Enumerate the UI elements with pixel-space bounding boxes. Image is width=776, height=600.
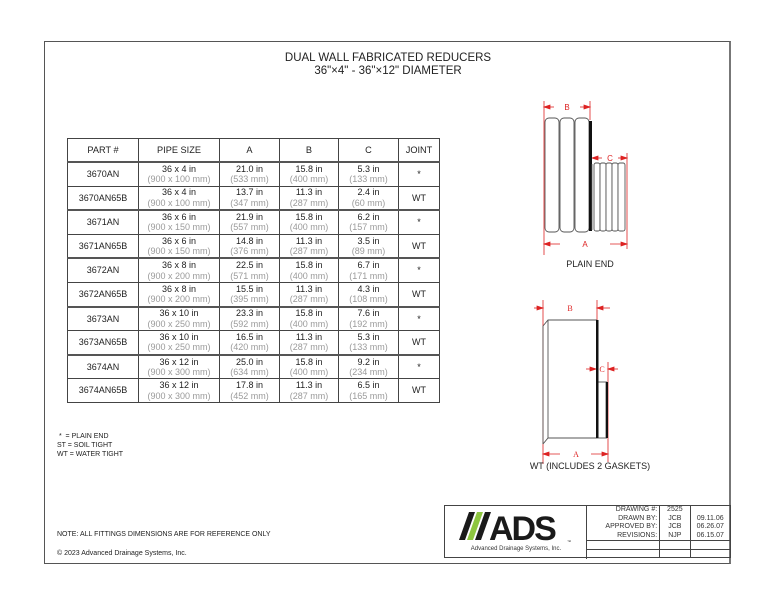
header-joint: JOINT bbox=[399, 139, 440, 163]
cell-c: 6.2 in (157 mm) bbox=[339, 210, 399, 234]
cell-c: 6.7 in (171 mm) bbox=[339, 258, 399, 282]
cell-joint: * bbox=[399, 210, 440, 234]
cell-part: 3674AN bbox=[68, 355, 139, 379]
cell-a: 21.9 in (557 mm) bbox=[220, 210, 280, 234]
legend-plain-end: * = PLAIN END bbox=[57, 433, 109, 440]
cell-pipe-size: 36 x 8 in (900 x 200 mm) bbox=[139, 258, 220, 282]
table-row bbox=[68, 210, 440, 234]
cell-a: 15.5 in (395 mm) bbox=[220, 282, 280, 306]
table-row bbox=[68, 234, 440, 258]
table-row bbox=[68, 162, 440, 186]
logo-company-name: Advanced Drainage Systems, Inc. bbox=[470, 546, 562, 552]
cell-b: 11.3 in (287 mm) bbox=[280, 234, 339, 258]
table-row bbox=[68, 307, 440, 331]
wt-dim-b: B bbox=[567, 304, 573, 313]
info-row-revisions: REVISIONS: NJP 06.15.07 bbox=[587, 532, 731, 541]
table-row bbox=[68, 379, 440, 403]
cell-pipe-size: 36 x 6 in (900 x 150 mm) bbox=[139, 234, 220, 258]
cell-c: 9.2 in (234 mm) bbox=[339, 355, 399, 379]
cell-a: 16.5 in (420 mm) bbox=[220, 331, 280, 355]
legend-soil-tight: ST = SOIL TIGHT bbox=[57, 442, 113, 449]
cell-part: 3672AN65B bbox=[68, 282, 139, 306]
cell-joint: * bbox=[399, 307, 440, 331]
cell-pipe-size: 36 x 12 in (900 x 300 mm) bbox=[139, 355, 220, 379]
info-row-blank bbox=[587, 541, 731, 550]
plain-end-dim-a: A bbox=[582, 240, 588, 249]
plain-end-diagram bbox=[530, 95, 640, 255]
cell-a: 22.5 in (571 mm) bbox=[220, 258, 280, 282]
table-row bbox=[68, 282, 440, 306]
wt-label: WT (INCLUDES 2 GASKETS) bbox=[529, 461, 651, 471]
cell-joint: WT bbox=[399, 331, 440, 355]
cell-pipe-size: 36 x 12 in (900 x 300 mm) bbox=[139, 379, 220, 403]
cell-b: 15.8 in (400 mm) bbox=[280, 210, 339, 234]
cell-pipe-size: 36 x 4 in (900 x 100 mm) bbox=[139, 162, 220, 186]
cell-a: 25.0 in (634 mm) bbox=[220, 355, 280, 379]
ads-logo-mark bbox=[445, 506, 587, 546]
wt-diagram bbox=[530, 296, 640, 466]
cell-b: 15.8 in (400 mm) bbox=[280, 258, 339, 282]
info-row-blank bbox=[587, 550, 731, 559]
cell-a: 23.3 in (592 mm) bbox=[220, 307, 280, 331]
table-row bbox=[68, 355, 440, 379]
header-c: C bbox=[339, 139, 399, 163]
cell-part: 3670AN65B bbox=[68, 186, 139, 210]
info-row-drawn-by: DRAWN BY: JCB 09.11.06 bbox=[587, 515, 731, 524]
drawing-subtitle: 36"×4" - 36"×12" DIAMETER bbox=[314, 65, 462, 77]
drawing-info-table bbox=[587, 506, 731, 558]
cell-c: 5.3 in (133 mm) bbox=[339, 331, 399, 355]
cell-joint: * bbox=[399, 355, 440, 379]
cell-a: 14.8 in (376 mm) bbox=[220, 234, 280, 258]
cell-c: 4.3 in (108 mm) bbox=[339, 282, 399, 306]
cell-b: 15.8 in (400 mm) bbox=[280, 307, 339, 331]
cell-b: 11.3 in (287 mm) bbox=[280, 282, 339, 306]
cell-pipe-size: 36 x 6 in (900 x 150 mm) bbox=[139, 210, 220, 234]
cell-b: 11.3 in (287 mm) bbox=[280, 186, 339, 210]
header-a: A bbox=[220, 139, 280, 163]
plain-end-dim-b: B bbox=[564, 103, 570, 112]
table-row bbox=[68, 186, 440, 210]
cell-joint: * bbox=[399, 162, 440, 186]
drawing-title: DUAL WALL FABRICATED REDUCERS bbox=[284, 52, 492, 64]
plain-end-label: PLAIN END bbox=[566, 259, 614, 269]
info-row-drawing-number: DRAWING #: 2525 bbox=[587, 506, 731, 515]
cell-part: 3674AN65B bbox=[68, 379, 139, 403]
cell-c: 3.5 in (89 mm) bbox=[339, 234, 399, 258]
reference-note: NOTE: ALL FITTINGS DIMENSIONS ARE FOR REFERENCE ONLY bbox=[57, 531, 271, 538]
cell-c: 7.6 in (192 mm) bbox=[339, 307, 399, 331]
info-row-approved-by: APPROVED BY: JCB 06.26.07 bbox=[587, 523, 731, 532]
joint-legend bbox=[57, 432, 123, 459]
table-row bbox=[68, 331, 440, 355]
header-b: B bbox=[280, 139, 339, 163]
cell-joint: WT bbox=[399, 379, 440, 403]
cell-part: 3673AN bbox=[68, 307, 139, 331]
cell-c: 5.3 in (133 mm) bbox=[339, 162, 399, 186]
cell-b: 11.3 in (287 mm) bbox=[280, 331, 339, 355]
table-row bbox=[68, 258, 440, 282]
legend-water-tight: WT = WATER TIGHT bbox=[57, 451, 124, 458]
logo-text: ADS bbox=[489, 510, 555, 546]
cell-b: 11.3 in (287 mm) bbox=[280, 379, 339, 403]
wt-dim-a: A bbox=[573, 450, 579, 459]
cell-joint: WT bbox=[399, 234, 440, 258]
cell-joint: WT bbox=[399, 282, 440, 306]
title-block bbox=[444, 505, 731, 558]
copyright: © 2023 Advanced Drainage Systems, Inc. bbox=[57, 550, 187, 557]
table-header-row bbox=[68, 139, 440, 163]
cell-part: 3671AN65B bbox=[68, 234, 139, 258]
cell-b: 15.8 in (400 mm) bbox=[280, 162, 339, 186]
cell-pipe-size: 36 x 10 in (900 x 250 mm) bbox=[139, 307, 220, 331]
cell-part: 3671AN bbox=[68, 210, 139, 234]
ads-logo bbox=[445, 506, 587, 559]
header-pipe-size: PIPE SIZE bbox=[139, 139, 220, 163]
cell-b: 15.8 in (400 mm) bbox=[280, 355, 339, 379]
cell-c: 6.5 in (165 mm) bbox=[339, 379, 399, 403]
cell-pipe-size: 36 x 10 in (900 x 250 mm) bbox=[139, 331, 220, 355]
cell-c: 2.4 in (60 mm) bbox=[339, 186, 399, 210]
cell-a: 21.0 in (533 mm) bbox=[220, 162, 280, 186]
plain-end-dim-c: C bbox=[607, 154, 613, 163]
cell-pipe-size: 36 x 4 in (900 x 100 mm) bbox=[139, 186, 220, 210]
header-part: PART # bbox=[68, 139, 139, 163]
cell-a: 17.8 in (452 mm) bbox=[220, 379, 280, 403]
svg-text:™: ™ bbox=[567, 539, 571, 544]
spec-table bbox=[67, 138, 440, 403]
cell-joint: * bbox=[399, 258, 440, 282]
wt-dim-c: C bbox=[599, 365, 605, 374]
cell-joint: WT bbox=[399, 186, 440, 210]
cell-part: 3672AN bbox=[68, 258, 139, 282]
cell-part: 3673AN65B bbox=[68, 331, 139, 355]
cell-part: 3670AN bbox=[68, 162, 139, 186]
cell-a: 13.7 in (347 mm) bbox=[220, 186, 280, 210]
cell-pipe-size: 36 x 8 in (900 x 200 mm) bbox=[139, 282, 220, 306]
